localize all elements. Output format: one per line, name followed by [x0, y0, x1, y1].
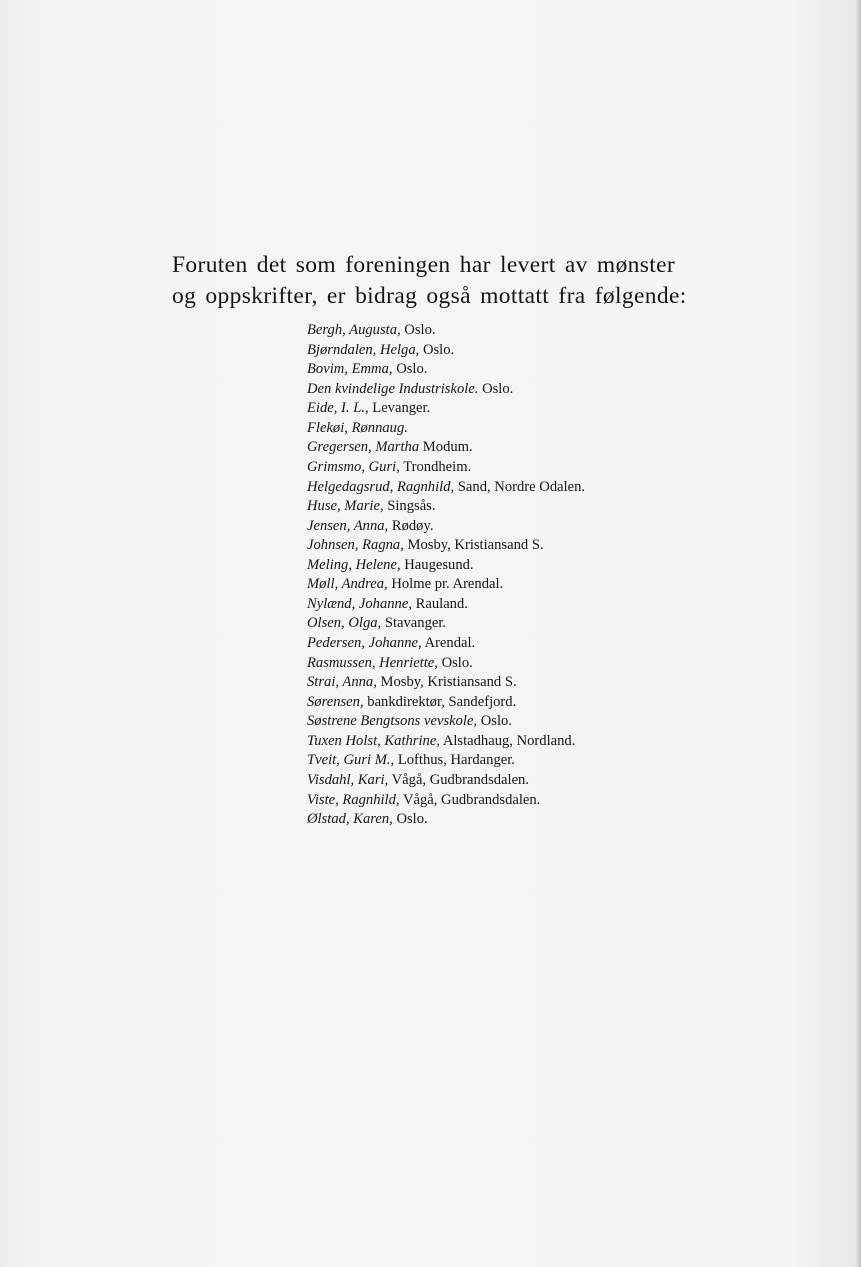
- contributor-name: Gregersen, Martha: [307, 439, 420, 456]
- contributor-place: Oslo.: [422, 341, 455, 358]
- page-edge-shadow: [855, 0, 861, 1267]
- contributor-place: Mosby, Kristiansand S.: [380, 674, 517, 691]
- intro-line-1: Foruten det som foreningen har levert av mønster: [172, 252, 676, 278]
- contributor-entry: [307, 791, 727, 811]
- contributor-place: Rauland.: [415, 595, 468, 612]
- contributor-name: Grimsmo, Guri,: [307, 458, 400, 475]
- contributor-entry: [307, 751, 727, 771]
- contributor-name: Den kvindelige Industriskole.: [307, 380, 479, 397]
- contributor-entry: [307, 380, 727, 400]
- contributor-place: Lofthus, Hardanger.: [397, 752, 515, 769]
- contributor-name: Jensen, Anna,: [307, 517, 389, 534]
- contributor-entry: [307, 810, 727, 830]
- contributor-name: Ølstad, Karen,: [307, 811, 393, 828]
- contributor-name: Johnsen, Ragna,: [307, 537, 404, 554]
- contributor-entry: [307, 321, 727, 341]
- contributor-name: Tuxen Holst, Kathrine,: [307, 732, 440, 749]
- contributor-place: Oslo.: [396, 811, 428, 828]
- contributor-name: Olsen, Olga,: [307, 615, 382, 632]
- contributor-entry: [307, 360, 727, 380]
- contributor-name: Huse, Marie,: [307, 498, 384, 515]
- contributor-entry: [307, 341, 727, 361]
- contributor-entry: [307, 771, 727, 791]
- contributor-list: [307, 321, 727, 830]
- contributor-place: Sand, Nordre Odalen.: [457, 478, 586, 495]
- contributor-name: Rasmussen, Henriette,: [307, 654, 438, 671]
- contributor-entry: [307, 438, 727, 458]
- contributor-name: Viste, Ragnhild,: [307, 791, 400, 808]
- contributor-place: Oslo.: [396, 361, 428, 378]
- contributor-place: Trondheim.: [403, 458, 472, 475]
- contributor-place: Haugesund.: [404, 556, 474, 573]
- contributor-name: Bjørndalen, Helga,: [307, 341, 420, 358]
- contributor-name: Strai, Anna,: [307, 674, 377, 691]
- contributor-name: Søstrene Bengtsons vevskole,: [307, 713, 478, 730]
- contributor-entry: [307, 556, 727, 576]
- contributor-entry: [307, 478, 727, 498]
- contributor-place: Modum.: [422, 439, 473, 456]
- contributor-place: bankdirektør, Sandefjord.: [367, 693, 517, 710]
- contributor-name: Nylænd, Johanne,: [307, 595, 412, 612]
- contributor-place: Vågå, Gudbrandsdalen.: [391, 771, 530, 788]
- contributor-place: Levanger.: [372, 400, 431, 417]
- contributor-entry: [307, 673, 727, 693]
- contributor-entry: [307, 536, 727, 556]
- contributor-entry: [307, 497, 727, 517]
- contributor-name: Bovim, Emma,: [307, 361, 393, 378]
- contributor-place: Oslo.: [441, 654, 473, 671]
- contributor-name: Møll, Andrea,: [307, 576, 388, 593]
- contributor-place: Rødøy.: [391, 517, 434, 534]
- contributor-name: Meling, Helene,: [307, 556, 401, 573]
- contributor-entry: [307, 458, 727, 478]
- contributor-entry: [307, 419, 727, 439]
- contributor-entry: [307, 693, 727, 713]
- contributor-place: Stavanger.: [384, 615, 447, 632]
- contributor-entry: [307, 712, 727, 732]
- contributor-place: Vågå, Gudbrandsdalen.: [402, 791, 541, 808]
- contributor-place: Oslo.: [482, 380, 514, 397]
- contributor-entry: [307, 575, 727, 595]
- contributor-entry: [307, 614, 727, 634]
- contributor-name: Eide, I. L.,: [307, 400, 369, 417]
- contributor-name: Pedersen, Johanne,: [307, 635, 422, 651]
- contributor-entry: [307, 517, 727, 537]
- contributor-name: Flekøi, Rønnaug.: [307, 419, 408, 436]
- contributor-name: Tveit, Guri M.,: [307, 752, 395, 769]
- contributor-entry: [307, 732, 727, 752]
- contributor-entry: [307, 654, 727, 674]
- contributor-entry: [307, 634, 727, 654]
- contributor-name: Helgedagsrud, Ragnhild,: [307, 478, 455, 495]
- contributor-entry: [307, 595, 727, 615]
- contributor-place: Mosby, Kristiansand S.: [407, 537, 544, 554]
- contributor-place: Singsås.: [387, 498, 436, 515]
- contributor-name: Bergh, Augusta,: [307, 322, 401, 338]
- contributor-entry: [307, 399, 727, 419]
- contributor-name: Sørensen,: [307, 693, 364, 710]
- contributor-place: Alstadhaug, Nordland.: [442, 732, 576, 749]
- intro-line-2: og oppskrifter, er bidrag også mottatt fra følgende:: [172, 283, 687, 309]
- contributor-place: Oslo.: [480, 713, 512, 730]
- contributor-place: Arendal.: [424, 635, 476, 651]
- contributor-place: Holme pr. Arendal.: [391, 576, 504, 593]
- intro-heading: [172, 250, 732, 312]
- contributor-name: Visdahl, Kari,: [307, 771, 389, 788]
- contributor-place: Oslo.: [404, 322, 436, 338]
